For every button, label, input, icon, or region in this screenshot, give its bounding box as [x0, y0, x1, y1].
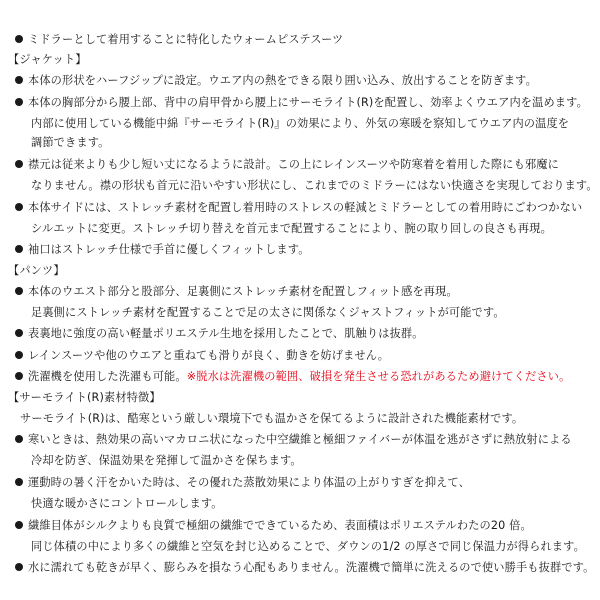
bullet-icon: [15, 98, 23, 106]
bullet-icon: [15, 372, 23, 380]
material-heading: 【サーモライト(R)素材特徴】: [8, 391, 161, 404]
material-item: 水に濡れても乾きが早く、膨らみを損なう心配もありません。洗濯機で簡単に洗えるので使い勝手も抜群です。: [15, 560, 599, 576]
washing-warning: ※脱水は洗濯機の範囲、破損を発生させる恐れがあるため避けてください。: [186, 370, 571, 383]
jacket-item: 本体サイドには、ストレッチ素材を配置し着用時のストレスの軽減とミドラーとしての着用時にごわつかない: [15, 200, 599, 216]
pants-heading: 【パンツ】: [8, 264, 65, 277]
pants-item: 洗濯機を使用した洗濯も可能。※脱水は洗濯機の範囲、破損を発生させる恐れがあるため避けてください。: [15, 369, 599, 385]
jacket-item-cont: 調節できます。: [31, 136, 110, 149]
bullet-icon: [15, 203, 23, 211]
bullet-icon: [15, 245, 23, 253]
bullet-icon: [15, 76, 23, 84]
material-item: 運動時の暑く汗をかいた時は、その優れた蒸散効果により体温の上がりすぎを抑えて、: [15, 475, 599, 491]
pants-item-cont: 足裏側にストレッチ素材を配置することで足の太さに関係なくジャストフィットが可能です。: [31, 306, 505, 319]
pants-item: 本体のウエスト部分と股部分、足裏側にストレッチ素材を配置しフィット感を再現。: [15, 284, 599, 300]
pants-item: 表裏地に強度の高い軽量ポリエステル生地を採用したことで、肌触りは抜群。: [15, 326, 599, 342]
bullet-icon: [15, 435, 23, 443]
material-item: 繊維目体がシルクよりも良質で極細の繊維でできているため、表面積はポリエステルわたの20 倍。: [15, 518, 599, 534]
jacket-item: 本体の形状をハーフジップに設定。ウエア内の熱をできる限り囲い込み、放出することを防ぎます。: [15, 73, 599, 89]
pants-item: レインスーツや他のウエアと重ねても滑りが良く、動きを妨げません。: [15, 348, 599, 364]
bullet-icon: [15, 478, 23, 486]
jacket-item-cont: シルエットに変更。ストレッチ切り替えを首元まで配置することにより、腕の取り回しの良さも再現。: [31, 222, 552, 235]
bullet-icon: [15, 35, 23, 43]
material-intro: サーモライト(R)は、酷寒という厳しい環境下でも温かさを保てるように設計された機能素材です。: [20, 412, 524, 425]
bullet-icon: [15, 563, 23, 571]
jacket-item: 袖口はストレッチ仕様で手首に優しくフィットします。: [15, 242, 599, 258]
bullet-icon: [15, 329, 23, 337]
jacket-item-cont: 内部に使用している機能中綿『サーモライト(R)』の効果により、外気の寒暖を察知してウエア内の温度を: [31, 117, 570, 130]
bullet-icon: [15, 287, 23, 295]
jacket-item: 本体の胸部分から腰上部、背中の肩甲骨から腰上にサーモライト(R)を配置し、効率よくウエア内を温めます。: [15, 95, 599, 111]
material-item: 寒いときは、熱効果の高いマカロニ状になった中空繊維と極細ファイバーが体温を逃がさずに熱放射による: [15, 432, 599, 448]
material-item-cont: 同じ体積の中により多くの繊維と空気を封じ込めることで、ダウンの1/2 の厚さで同じ保温力が得られます。: [31, 540, 585, 553]
jacket-item-cont: なりません。襟の形状も首元に沿いやすい形状にし、これまでのミドラーにはない快適さを実現しております。: [31, 179, 598, 192]
material-item-cont: 快適な暖かさにコントロールします。: [31, 497, 223, 510]
bullet-icon: [15, 521, 23, 529]
intro-line: ミドラーとして着用することに特化したウォームピステスーツ: [15, 32, 599, 48]
material-item-cont: 冷却を防ぎ、保温効果を発揮して温かさを保ちます。: [31, 454, 302, 467]
bullet-icon: [15, 351, 23, 359]
jacket-item: 襟元は従来よりも少し短い丈になるように設計。この上にレインスーツや防寒着を着用した際にも邪魔に: [15, 157, 599, 173]
bullet-icon: [15, 160, 23, 168]
jacket-heading: 【ジャケット】: [8, 53, 87, 66]
